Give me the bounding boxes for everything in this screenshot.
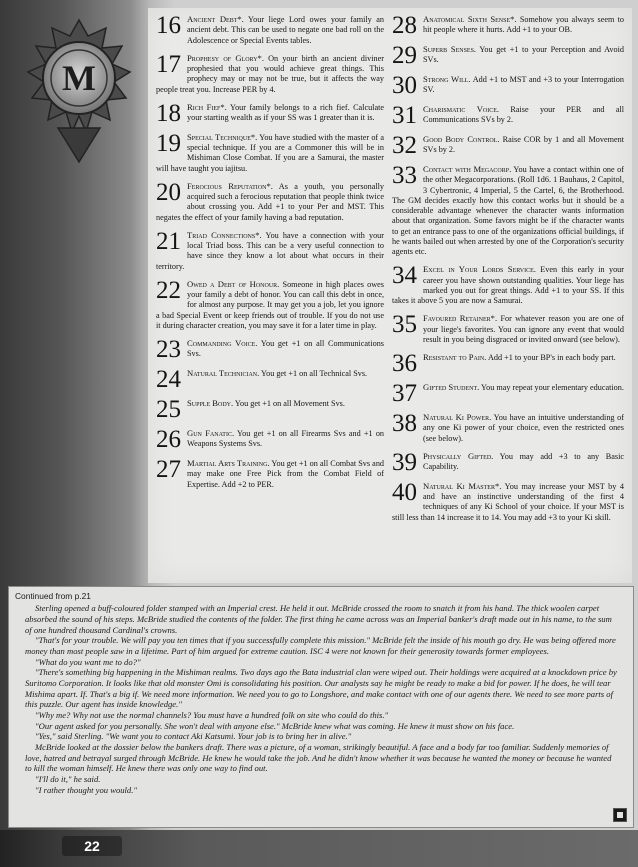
entry-title: Gun Fanatic.: [187, 428, 235, 438]
entry-number: 38: [392, 412, 417, 437]
table-entry: [392, 264, 624, 306]
entry-title: Martial Arts Training.: [187, 458, 270, 468]
entry-text: You get +1 on all Firearms Svs and +1 on Weapons Systems Svs.: [187, 429, 384, 449]
entry-text: You get +1 on all Technical Svs.: [259, 369, 368, 378]
table-entry: [156, 368, 384, 391]
story-heading: Continued from p.21: [15, 591, 91, 601]
table-entry: [156, 230, 384, 272]
entry-text: You may add +3 to any Basic Capability.: [423, 451, 624, 471]
entry-title: Supple Body.: [187, 398, 234, 408]
table-entry: [392, 104, 624, 127]
right-column: [392, 14, 624, 530]
entry-text: You may increase your MST by 4 and have an instinctive understanding of the first 4 techniques of any Ki School of your choice. If your MST is still less than 14 increase it to 14. You may add +3 to your Ki skill.: [392, 481, 624, 522]
entry-text: You have a connection with your local Triad boss. This can be a very useful connection to have since they know a lot about what occurs in their territory.: [156, 230, 384, 271]
entry-number: 16: [156, 14, 181, 39]
table-entry: [392, 134, 624, 157]
mishima-m-crest-icon: [18, 16, 140, 166]
table-entry: [392, 74, 624, 97]
table-entry: [156, 53, 384, 95]
entry-title: Rich Fief*.: [187, 101, 227, 112]
story-paragraph: "Our agent asked for you personally. She won't deal with anyone else." McBride knew what was coming. He knew it must show on his face.: [35, 720, 515, 731]
story-body: [9, 603, 633, 795]
table-entry: [156, 102, 384, 125]
entry-text: You may repeat your elementary education.: [479, 383, 624, 392]
table-entry: [156, 279, 384, 331]
entry-title: Commanding Voice.: [187, 338, 258, 348]
entry-text: Add +1 to your BP's in each body part.: [486, 353, 616, 362]
entry-title: Ancient Debt*.: [187, 14, 244, 24]
table-entry: [392, 164, 624, 257]
entry-text: You get +1 on all Movement Svs.: [233, 399, 345, 408]
entry-title: Gifted Student.: [423, 382, 480, 392]
entry-title: Prophesy of Glory*.: [187, 52, 264, 63]
entry-title: Excel in Your Lords Service.: [423, 264, 536, 275]
entry-text: Raise COR by 1 and all Movement SVs by 2.: [423, 135, 624, 155]
entry-title: Charismatic Voice.: [423, 104, 500, 114]
entry-title: Strong Will.: [423, 74, 471, 84]
entry-number: 32: [392, 134, 417, 157]
entry-text: Someone in high places owes your family a debt of honor. You can call this debt in once, for almost any purpose. It may get you a job, let you ignore a bad Special Event or keep friends out of trouble. If you do not use it during character creation, you may save it for a later time in play.: [156, 279, 384, 330]
entry-number: 25: [156, 398, 181, 421]
page-number: 22: [62, 836, 122, 856]
entry-number: 20: [156, 180, 181, 206]
entry-number: 40: [392, 480, 417, 506]
entry-number: 27: [156, 458, 181, 483]
entry-number: 33: [392, 164, 417, 189]
entry-text: Your liege Lord owes your family an ancient debt. This can be used to negate one bad roll on the Adolescence or Special Events tables.: [187, 15, 384, 45]
entry-text: Your family belongs to a rich fief. Calculate your starting wealth as if your SS was 1 greater than it is.: [187, 102, 384, 122]
entry-text: You have an intuitive understanding of any one Ki power of your choice, even the restricted ones (see below).: [423, 413, 624, 443]
entry-number: 26: [156, 428, 181, 451]
emblem-letter: M: [62, 58, 96, 98]
entry-text: You get +1 to your Perception and Avoid SVs.: [423, 45, 624, 65]
table-entry: [392, 352, 624, 375]
story-paragraph: "Yes," said Sterling. "We want you to contact Aki Katsumi. Your job is to bring her in alive.": [35, 731, 352, 742]
entry-number: 21: [156, 229, 181, 255]
table-entry: [392, 412, 624, 444]
entry-title: Triad Connections*.: [187, 229, 262, 240]
story-paragraph: "I rather thought you would.": [35, 784, 137, 795]
entry-title: Contact with Megacorp.: [423, 164, 512, 174]
entry-number: 36: [392, 352, 417, 375]
entry-number: 30: [392, 74, 417, 97]
entry-number: 39: [392, 450, 417, 474]
table-entry: [392, 382, 624, 405]
story-paragraph: "That's for your trouble. We will pay you ten times that if you successfully complete this mission." McBride felt the inside of his mouth go dry. He was being offered more money than most people saw in a lifetime. Part of him argued for extreme caution. ISC 4 were not known for their generosity towards former employees.: [25, 635, 616, 657]
story-paragraph: "What do you want me to do?": [35, 656, 141, 667]
entry-text: You have a contact within one of the other Megacorporations. (Roll 1d6. 1 Bauhaus, 2 Capitol, 3 Cybertronic, 4 Imperial, 5 the Cartel, 6, the Brotherhood. The GM decides exactly how this contact works but it should be a considerable advantage whenever the character wants information about that organization. Some favors might be if the character wants to get an entrance pass to one of the organizations official buildings, if he wants bailed out when arrested by one of the Corporation's security agents etc.: [392, 165, 624, 256]
table-entry: [156, 458, 384, 490]
entry-text: For whatever reason you are one of your liege's favorites. You can ignore any event that would result in you being disgraced or invited onward (see below).: [423, 314, 624, 344]
story-paragraph: McBride looked at the dossier below the bankers draft. There was a picture, of a woman, strikingly beautiful. A face and a body far too familiar. Suddenly memories of love, hatred and betrayal surged through McBride. He knew he would take the job. And he didn't know whether it was because he wanted the money or because he wanted to kill the woman himself. He knew there was only one way to find out.: [25, 741, 612, 774]
table-entry: [392, 14, 624, 37]
entry-number: 18: [156, 101, 181, 125]
table-entry: [156, 398, 384, 421]
entry-text: On your birth an ancient diviner prophesied that you would achieve great things. This prophecy may or may not be true, but it affects the way people treat you. Increase PER by 4.: [156, 53, 384, 94]
entry-title: Anatomical Sixth Sense*.: [423, 14, 517, 24]
story-paragraph: "Why me? Why not use the normal channels? You must have a hundred folk on site who could do this.": [35, 709, 389, 720]
entry-text: You get +1 on all Combat Svs and may make one Free Pick from the Combat Field of Expertise. Add +2 to PER.: [187, 459, 384, 489]
table-entry: [156, 338, 384, 361]
table-entry: [392, 44, 624, 67]
table-entry: [392, 313, 624, 345]
entry-text: Raise your PER and all Communications SVs by 2.: [423, 105, 624, 125]
entry-title: Resistant to Pain.: [423, 352, 487, 362]
table-entry: [156, 181, 384, 223]
entry-title: Natural Technician.: [187, 368, 260, 378]
entry-text: You get +1 on all Communications Svs.: [187, 339, 384, 359]
story-paragraph: "I'll do it," he said.: [35, 773, 101, 784]
left-column: [156, 14, 384, 497]
entry-title: Special Technique*.: [187, 131, 258, 142]
entry-text: Add +1 to MST and +3 to your Interrogation SV.: [423, 75, 624, 95]
entry-title: Good Body Control.: [423, 134, 500, 144]
entry-number: 34: [392, 264, 417, 290]
entry-number: 35: [392, 313, 417, 339]
entry-number: 23: [156, 338, 181, 361]
entry-text: You have studied with the master of a special technique. If you are a Commoner this will be in Mishiman Close Combat. If you are a Samurai, the master will have taught you iajitsu.: [156, 132, 384, 173]
entry-text: Even this early in your career you have shown outstanding qualities. Your liege has marked you out for great things. Add +1 to your SS. If this takes it above 5 you are now a Samurai.: [392, 265, 624, 305]
entry-number: 29: [392, 44, 417, 67]
table-entry: [156, 428, 384, 451]
entry-title: Favoured Retainer*.: [423, 313, 498, 324]
entry-text: Somehow you always seem to hit people where it hurts. Add +1 to your OB.: [423, 15, 624, 35]
entry-title: Superb Senses.: [423, 44, 477, 54]
story-paragraph: Sterling opened a buff-coloured folder stamped with an Imperial crest. He held it out. McBride crossed the room to snatch it from his hand. The thick woolen carpet absorbed the sound of his steps. McBride studied the contents of the folder. The first thing he came across was an Imperial banker's draft made out in his name, to the sum of one hundred thousand Cardinal's crowns.: [25, 603, 612, 635]
entry-title: Natural Ki Master*.: [423, 480, 502, 491]
entry-title: Owed a Debt of Honour.: [187, 278, 280, 289]
entry-number: 17: [156, 52, 181, 78]
entry-title: Natural Ki Power.: [423, 412, 492, 422]
table-entry: [156, 132, 384, 174]
entry-title: Ferocious Reputation*.: [187, 180, 273, 191]
entry-title: Physically Gifted.: [423, 450, 494, 461]
table-entry: [392, 451, 624, 474]
entry-number: 24: [156, 368, 181, 391]
entry-number: 22: [156, 278, 181, 304]
entry-number: 37: [392, 382, 417, 405]
story-paragraph: "There's something big happening in the Mishiman realms. Two days ago the Bata industrial clan were wiped out. Their holdings were acquired at a knockdown price by Suritomo Corporation. It looks like that old monster Omi is consolidating his position. Our analysts say he might be ready to make a bid for power. If he does, he will tear Mishima apart. If. That's a big if. We need more information. We need you to go to Longshore, and make contact with one of our agents there. We need to see more parts of this puzzle. Our agent has inside knowledge.": [25, 667, 617, 710]
table-entry: [156, 14, 384, 46]
entry-text: As a youth, you personally acquired such a ferocious reputation that people think twice about crossing you. Add +1 to your Per and MST. This negates the effect of your family having a bad reputation.: [156, 181, 384, 222]
entry-number: 31: [392, 104, 417, 127]
table-entry: [392, 481, 624, 523]
entry-number: 19: [156, 131, 181, 157]
story-box: [8, 586, 634, 828]
entry-number: 28: [392, 14, 417, 37]
end-mark-icon: [613, 808, 627, 822]
